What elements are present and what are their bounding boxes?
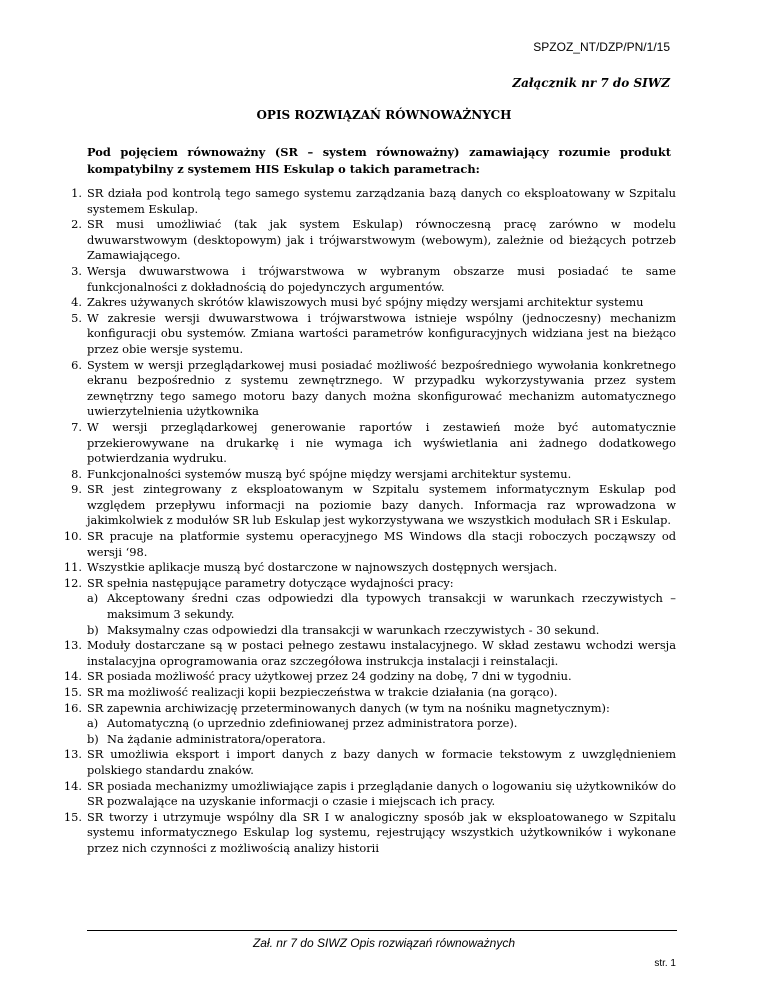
sub-item	[54, 623, 676, 639]
footer-text: Zał. nr 7 do SIWZ Opis rozwiązań równoważnych	[252, 936, 516, 950]
list-item-text: SR pracuje na platformie systemu operacyjnego MS Windows dla stacji roboczych począwszy od wersji ‘98.	[87, 529, 676, 559]
list-item-text: SR posiada możliwość pracy użytkowej przez 24 godziny na dobę, 7 dni w tygodniu.	[87, 669, 572, 684]
page-number: str. 1	[654, 958, 676, 969]
list-item-number: 9.	[71, 482, 82, 497]
list-item-text: SR ma możliwość realizacji kopii bezpieczeństwa w trakcie działania (na gorąco).	[87, 685, 558, 699]
list-item	[54, 217, 676, 264]
page-title: OPIS ROZWIĄZAŃ RÓWNOWAŻNYCH	[256, 108, 512, 122]
list-item-text: SR umożliwia eksport i import danych z bazy danych w formacie tekstowym z uwzględnieniem polskiego standardu znaków.	[87, 747, 676, 777]
sub-item-label: a)	[87, 716, 99, 731]
list-item-number: 6.	[71, 357, 82, 372]
list-item-text: Funkcjonalności systemów muszą być spójne między wersjami architektur systemu.	[87, 466, 572, 481]
list-item	[54, 685, 676, 701]
list-item	[54, 186, 676, 217]
list-item-number: 15.	[63, 809, 82, 824]
list-item	[54, 264, 676, 295]
list-item-number: 8.	[71, 466, 82, 481]
list-item-number: 4.	[71, 295, 82, 310]
document-reference: SPZOZ_NT/DZP/PN/1/15	[533, 40, 670, 54]
sub-item-text: Maksymalny czas odpowiedzi dla transakcji w warunkach rzeczywistych - 30 sekund.	[107, 622, 600, 637]
list-item	[54, 358, 676, 420]
list-item-number: 15.	[63, 685, 82, 699]
list-item-text: SR musi umożliwiać (tak jak system Eskulap) równoczesną pracę zarówno w modelu dwuwarstwowym (desktopowym) jak i trójwarstwowym (webowym), zależnie od bieżących potrzeb Zamawiającego.	[87, 217, 676, 263]
sub-item-text: Na żądanie administratora/operatora.	[107, 731, 326, 746]
sub-item	[54, 732, 676, 748]
sub-item	[54, 591, 676, 622]
list-item-text: SR jest zintegrowany z eksploatowanym w Szpitalu systemem informatycznym Eskulap pod względem przepływu informacji na poziomie bazy danych. Informacja raz wprowadzona w jakimkolwiek z modułów SR lub Eskulap jest wykorzystywana we wszystkich modułach SR i Eskulap.	[87, 482, 676, 528]
list-item-number: 14.	[63, 778, 82, 793]
list-item-number: 16.	[63, 700, 82, 715]
list-item-text: SR spełnia następujące parametry dotyczące wydajności pracy:	[87, 575, 454, 590]
sub-item-label: b)	[87, 731, 99, 746]
annex-label: Załącznik nr 7 do SIWZ	[512, 76, 670, 90]
list-item-text: Zakres używanych skrótów klawiszowych musi być spójny między wersjami architektur systemu	[87, 295, 644, 310]
sub-item-text: Automatyczną (o uprzednio zdefiniowanej przez administratora porze).	[107, 716, 518, 731]
intro-paragraph: Pod pojęciem równoważny (SR – system równoważny) zamawiający rozumie produkt kompatybilny z systemem HIS Eskulap o takich parametrach:	[87, 145, 671, 176]
list-item-text: SR posiada mechanizmy umożliwiające zapis i przeglądanie danych o logowaniu się użytkowników do SR pozwalające na uzyskanie informacji o czasie i miejscach ich pracy.	[87, 778, 676, 809]
list-item-number: 3.	[71, 263, 82, 278]
list-item	[54, 779, 676, 810]
list-item	[54, 482, 676, 529]
sub-item-label: b)	[87, 622, 99, 637]
sub-item-text: Akceptowany średni czas odpowiedzi dla typowych transakcji w warunkach rzeczywistych – maksimum 3 sekundy.	[107, 591, 676, 622]
list-item-text: Moduły dostarczane są w postaci pełnego zestawu instalacyjnego. W skład zestawu wchodzi wersja instalacyjna oprogramowania oraz szczegółowa instrukcja instalacji i reinstalacji.	[87, 638, 676, 668]
list-item	[54, 669, 676, 685]
list-item-number: 5.	[71, 310, 82, 325]
list-item	[54, 467, 676, 483]
footer-divider	[87, 930, 677, 931]
list-item-number: 10.	[63, 529, 82, 544]
list-item	[54, 576, 676, 592]
requirements-list	[54, 186, 676, 857]
list-item-number: 13.	[63, 747, 82, 762]
list-item-text: SR tworzy i utrzymuje wspólny dla SR I w analogiczny sposób jak w eksploatowanego w Szpitalu systemu informatycznego Eskulap log systemu, rejestrujący wszystkich użytkowników i wykonane przez nich czynności z możliwością analizy historii	[87, 809, 676, 855]
list-item-text: System w wersji przeglądarkowej musi posiadać możliwość bezpośredniego wywołania konkretnego ekranu bezpośrednio z systemu zewnętrznego. W przypadku wykorzystywania przez system zewnętrzny tego samego motoru bazy danych można skonfigurować mechanizm automatycznego uwierzytelnienia użytkownika	[87, 357, 676, 419]
list-item-text: SR działa pod kontrolą tego samego systemu zarządzania bazą danych co eksploatowany w Szpitalu systemem Eskulap.	[87, 186, 676, 216]
list-item-text: SR zapewnia archiwizację przeterminowanych danych (w tym na nośniku magnetycznym):	[87, 700, 610, 715]
list-item	[54, 747, 676, 778]
list-item-number: 2.	[71, 217, 82, 232]
list-item-text: Wszystkie aplikacje muszą być dostarczone w najnowszych dostępnych wersjach.	[87, 560, 558, 575]
list-item-text: W wersji przeglądarkowej generowanie raportów i zestawień może być automatycznie przekierowywane na drukarkę i nie wymaga ich wyświetlania ani żadnego dodatkowego potwierdzania wydruku.	[87, 419, 676, 466]
list-item	[54, 638, 676, 669]
list-item	[54, 295, 676, 311]
list-item	[54, 701, 676, 717]
list-item	[54, 560, 676, 576]
list-item-text: Wersja dwuwarstwowa i trójwarstwowa w wybranym obszarze musi posiadać te same funkcjonalności z dokładnością do pojedynczych argumentów.	[87, 263, 676, 294]
list-item	[54, 529, 676, 560]
list-item-text: W zakresie wersji dwuwarstwowa i trójwarstwowa istnieje wspólny (jednoczesny) mechanizm konfiguracji obu systemów. Zmiana wartości parametrów konfiguracyjnych widziana jest na bieżąco przez obie wersje systemu.	[87, 310, 676, 356]
list-item	[54, 420, 676, 467]
list-item	[54, 810, 676, 857]
sub-item-label: a)	[87, 591, 99, 606]
list-item-number: 12.	[63, 575, 82, 590]
list-item	[54, 311, 676, 358]
list-item-number: 13.	[63, 638, 82, 653]
list-item-number: 7.	[71, 419, 82, 434]
sub-item	[54, 716, 676, 732]
list-item-number: 11.	[63, 560, 82, 575]
list-item-number: 14.	[63, 669, 82, 684]
list-item-number: 1.	[71, 186, 82, 200]
